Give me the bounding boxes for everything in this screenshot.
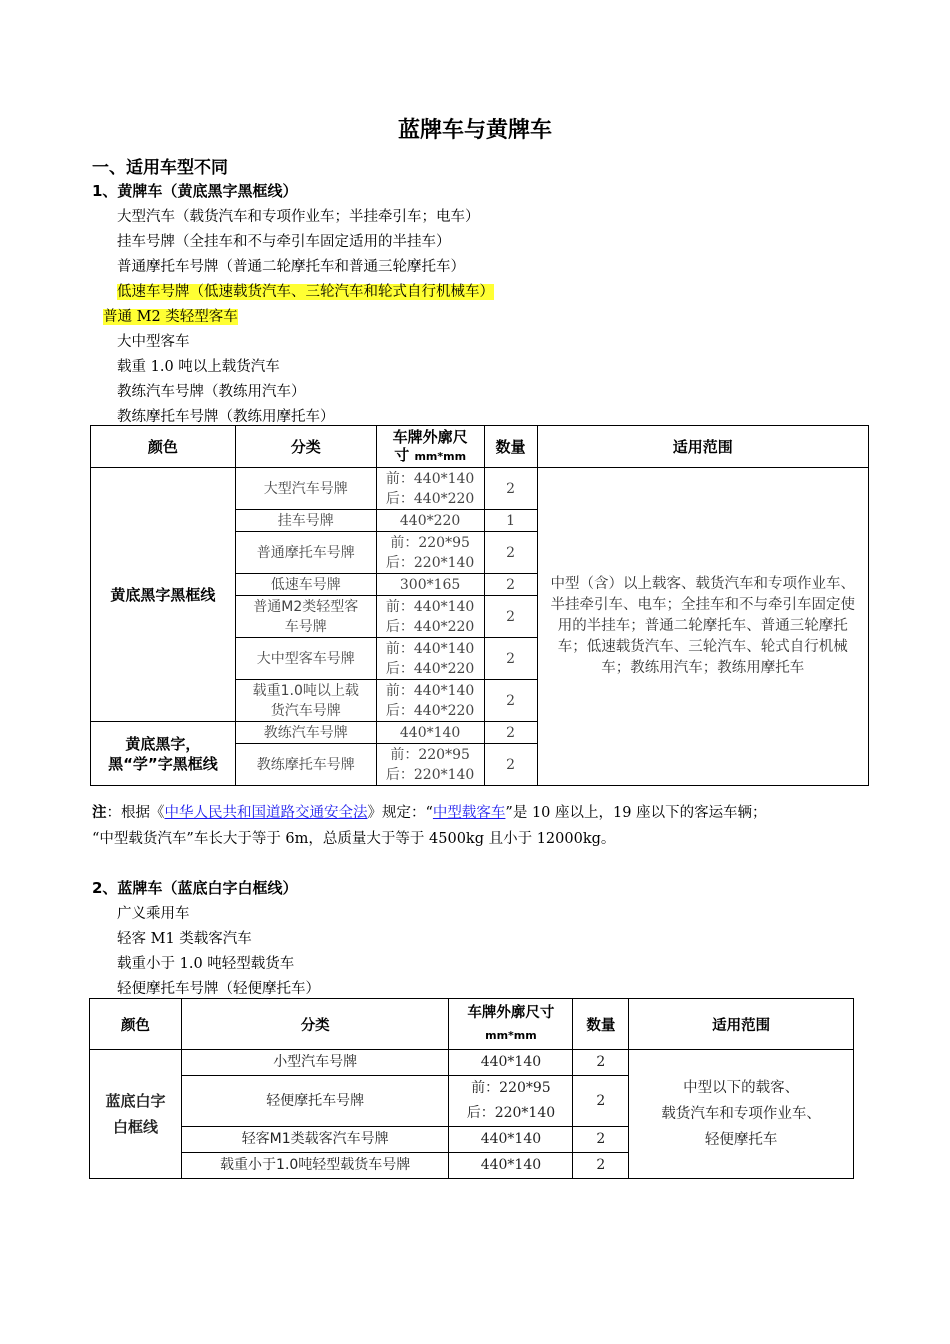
note-paragraph (92, 800, 882, 852)
size-rear: 后：220*140 (385, 766, 475, 783)
size-front: 前：220*95 (390, 746, 470, 763)
section-heading-1: 一、适用车型不同 (92, 158, 228, 178)
category-cell: 普通M2类轻型客车号牌 (235, 596, 376, 638)
note-text: ：根据《 (106, 805, 165, 821)
blue-line: 广义乘用车 (117, 906, 190, 922)
category-cell: 大型汽车号牌 (235, 468, 376, 510)
quantity-cell: 2 (573, 1127, 629, 1153)
header-size-unit: mm*mm (485, 1028, 537, 1042)
size-cell (376, 680, 484, 722)
quantity-cell: 1 (484, 510, 537, 532)
blue-plate-heading: 2、蓝牌车（蓝底白字白框线） (92, 879, 298, 897)
size-cell (376, 468, 484, 510)
header-color: 颜色 (90, 999, 182, 1050)
color-cell: 蓝底白字白框线 (90, 1050, 182, 1179)
table-row (90, 1050, 854, 1076)
header-quantity: 数量 (484, 426, 537, 468)
size-rear: 后：440*220 (385, 618, 475, 635)
header-size (376, 426, 484, 468)
scope-cell (629, 1050, 854, 1179)
size-front: 前：440*140 (385, 598, 475, 615)
quantity-cell: 2 (484, 468, 537, 510)
header-size-unit: mm*mm (414, 449, 467, 463)
note-text: “中型载货汽车”车长大于等于 6m，总质量大于等于 4500kg 且小于 12000kg。 (92, 831, 616, 847)
size-front: 前：440*140 (385, 682, 475, 699)
size-cell (376, 638, 484, 680)
header-category: 分类 (235, 426, 376, 468)
blue-line: 轻便摩托车号牌（轻便摩托车） (117, 981, 320, 997)
size-cell (376, 532, 484, 574)
category-cell: 教练摩托车号牌 (235, 744, 376, 786)
size-front: 前：440*140 (385, 640, 475, 657)
yellow-plate-heading: 1、黄牌车（黄底黑字黑框线） (92, 182, 298, 200)
size-cell (376, 596, 484, 638)
header-color: 颜色 (91, 426, 236, 468)
size-cell: 440*220 (376, 510, 484, 532)
table-row (91, 468, 869, 510)
yellow-line: 挂车号牌（全挂车和不与牵引车固定适用的半挂车） (117, 234, 451, 250)
category-cell: 载重小于1.0吨轻型载货车号牌 (181, 1153, 449, 1179)
size-front: 前：220*95 (471, 1080, 551, 1096)
header-scope: 适用范围 (537, 426, 869, 468)
header-quantity: 数量 (573, 999, 629, 1050)
scope-line: 中型以下的载客、 (683, 1080, 800, 1096)
yellow-plate-table (90, 425, 869, 786)
yellow-line-highlighted (103, 305, 238, 326)
size-rear: 后：440*220 (385, 660, 475, 677)
size-rear: 后：220*140 (466, 1105, 556, 1121)
yellow-line: 教练摩托车号牌（教练用摩托车） (117, 409, 335, 425)
size-cell: 440*140 (449, 1153, 573, 1179)
note-label: 注 (92, 804, 107, 821)
highlight: 低速车号牌（低速载货汽车、三轮汽车和轮式自行机械车） (117, 284, 494, 300)
header-size-label: 车牌外廓尺 (392, 427, 468, 446)
size-front: 前：440*140 (385, 470, 475, 487)
quantity-cell: 2 (484, 638, 537, 680)
highlight: 普通 M2 类轻型客车 (103, 309, 238, 325)
yellow-line: 教练汽车号牌（教练用汽车） (117, 384, 306, 400)
header-size-label: 寸 (394, 445, 410, 464)
size-cell (376, 744, 484, 786)
size-cell: 440*140 (376, 722, 484, 744)
yellow-line: 大中型客车 (117, 334, 190, 350)
blue-line: 载重小于 1.0 吨轻型载货车 (117, 956, 295, 972)
quantity-cell: 2 (573, 1153, 629, 1179)
size-cell (449, 1076, 573, 1127)
quantity-cell: 2 (573, 1076, 629, 1127)
size-rear: 后：440*220 (385, 702, 475, 719)
quantity-cell: 2 (484, 744, 537, 786)
quantity-cell: 2 (484, 680, 537, 722)
blue-line: 轻客 M1 类载客汽车 (117, 931, 252, 947)
quantity-cell: 2 (484, 532, 537, 574)
page-title: 蓝牌车与黄牌车 (397, 118, 552, 143)
traffic-law-link[interactable]: 中华人民共和国道路交通安全法 (164, 805, 368, 821)
quantity-cell: 2 (484, 722, 537, 744)
size-rear: 后：220*140 (385, 554, 475, 571)
scope-cell: 中型（含）以上载客、载货汽车和专项作业车、半挂牵引车、电车；全挂车和不与牵引车固定使用的半挂车；普通二轮摩托车、普通三轮摩托车；低速载货汽车、三轮汽车、轮式自行机械车；教练用汽车；教练用摩托车 (537, 468, 869, 786)
category-cell: 轻客M1类载客汽车号牌 (181, 1127, 449, 1153)
yellow-line-highlighted (117, 280, 494, 301)
quantity-cell: 2 (573, 1050, 629, 1076)
header-size (449, 999, 573, 1050)
table-header-row (90, 999, 854, 1050)
category-cell: 普通摩托车号牌 (235, 532, 376, 574)
category-cell: 大中型客车号牌 (235, 638, 376, 680)
category-cell: 小型汽车号牌 (181, 1050, 449, 1076)
quantity-cell: 2 (484, 574, 537, 596)
category-cell: 轻便摩托车号牌 (181, 1076, 449, 1127)
yellow-line: 载重 1.0 吨以上载货汽车 (117, 359, 280, 375)
header-scope: 适用范围 (629, 999, 854, 1050)
category-cell: 挂车号牌 (235, 510, 376, 532)
category-cell: 低速车号牌 (235, 574, 376, 596)
scope-line: 载货汽车和专项作业车、 (661, 1106, 821, 1122)
category-cell: 载重1.0吨以上载货汽车号牌 (235, 680, 376, 722)
size-cell: 300*165 (376, 574, 484, 596)
color-cell: 黄底黑字黑框线 (91, 468, 236, 722)
blue-plate-table (89, 998, 854, 1179)
quantity-cell: 2 (484, 596, 537, 638)
table-header-row (91, 426, 869, 468)
category-cell: 教练汽车号牌 (235, 722, 376, 744)
size-cell: 440*140 (449, 1127, 573, 1153)
header-category: 分类 (181, 999, 449, 1050)
yellow-line: 大型汽车（载货汽车和专项作业车；半挂牵引车；电车） (117, 209, 480, 225)
scope-line: 轻便摩托车 (704, 1132, 778, 1148)
size-cell: 440*140 (449, 1050, 573, 1076)
header-size-label: 车牌外廓尺寸 (467, 1004, 555, 1021)
size-rear: 后：440*220 (385, 490, 475, 507)
note-text: ”是 10 座以上，19 座以下的客运车辆； (505, 805, 767, 821)
medium-bus-link[interactable]: 中型载客车 (432, 805, 506, 821)
note-text: 》规定：“ (367, 805, 433, 821)
size-front: 前：220*95 (390, 534, 470, 551)
yellow-line: 普通摩托车号牌（普通二轮摩托车和普通三轮摩托车） (117, 259, 465, 275)
color-cell: 黄底黑字，黑“学”字黑框线 (91, 722, 236, 786)
